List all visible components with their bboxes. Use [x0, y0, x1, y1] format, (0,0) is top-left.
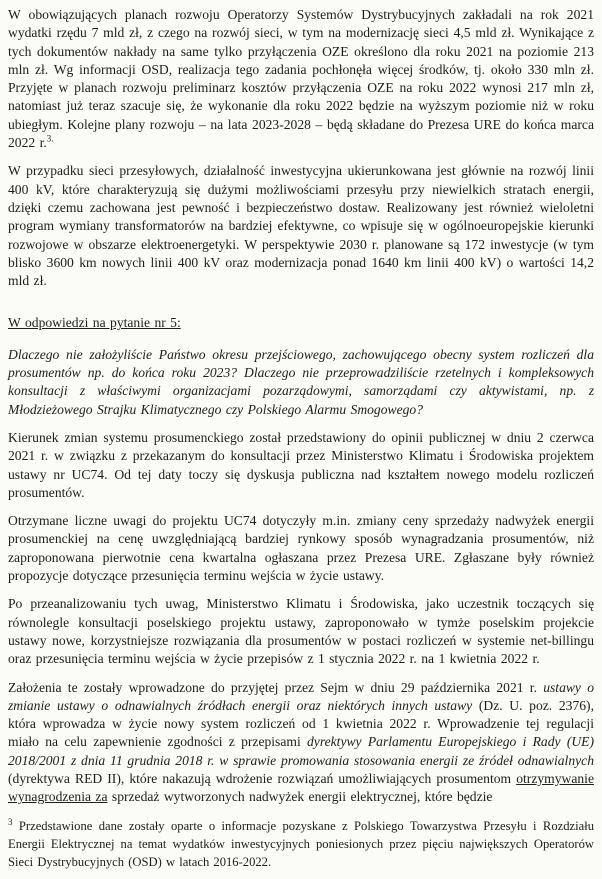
text-segment-underline: otrzymywanie wynagrodzenia za — [8, 770, 594, 805]
text-segment-sup: 3 — [8, 816, 13, 827]
paragraph-sejm-act — [8, 679, 594, 807]
text-segment-italic: ustawy o zmianie ustawy o odnawialnych źródłach energii oraz niektórych innych ustawy — [8, 679, 594, 713]
paragraph-transmission-networks: W przypadku sieci przesyłowych, działalność inwestycyjna ukierunkowana jest głównie na rozwój linii 400 kV, które charakteryzują się dużymi możliwościami przesyłu przy niewielkich stratach energii, dzięki czemu zachowana jest pewność i bezpieczeństwo dostaw. Realizowany jest również wieloletni program wymiany transformatorów na bardziej efektywne, co wpisuje się w ogólnoeuropejskie kierunki rozwojowe w obszarze elektroenergetyki. W perspektywie 2030 r. planowane są 172 inwestycje (w tym blisko 3600 km nowych linii 400 kV oraz modernizacja ponad 1640 km linii 400 kV) o wartości 14,2 mld zł. — [8, 163, 594, 289]
paragraph-distribution-investments — [8, 6, 594, 152]
text-segment-normal: (Dz. U. poz. 2376), która wprowadza w życie nowy system rozliczeń od 1 kwietnia 2022 r. Wprowadzenie tej regulacji miało na celu zapewnienie zgodności z przepisami — [8, 697, 594, 750]
text-segment-normal: W obowiązujących planach rozwoju Operatorzy Systemów Dystrybucyjnych zakładali na rok 2021 wydatki rzędu 7 mld zł, z czego na rozwój sieci, w tym na modernizację sieci 4,5 mld zł. Wynikające z tych dokumentów nakłady na same tylko przyłączenia OZE określono dla roku 2021 na poziomie 213 mln zł. Wg informacji OSD, realizacja tego zadania pochłonęła więcej środków, tj. około 330 mln zł. Przyjęte w planach rozwoju preliminarz kosztów przyłączenia OZE na roku 2022 wynosi 217 mln zł, natomiast już teraz szacuje się, że wykonanie dla roku 2022 będzie na wyższym poziomie niż w roku ubiegłym. Kolejne plany rozwoju – na lata 2023-2028 – będą składane do Prezesa URE do końca marca 2022 r. — [8, 7, 594, 151]
text-segment-normal: (dyrektywa RED II), które nakazują wdrożenie rozwiązań umożliwiających prosumentom — [8, 770, 517, 786]
text-segment-normal: Przedstawione dane zostały oparte o informacje pozyskane z Polskiego Towarzystwa Przesyłu i Rozdziału Energii Elektrycznej na temat wydatków inwestycyjnych poniesionych przez pięciu największych Operatorów Sieci Dystrybucyjnych (OSD) w latach 2016-2022. — [8, 818, 594, 869]
footnote-3 — [8, 817, 594, 871]
question-5-text: Dlaczego nie założyliście Państwo okresu przejściowego, zachowującego obecny system rozliczeń dla prosumentów np. do końca roku 2023? Dlaczego nie przeprowadziliście rzetelnych i kompleksowych konsultacji z właściwymi organizacjami pozarządowymi, samorządami czy aktywistami, np. z Młodzieżowego Strajku Klimatycznego czy Polskiego Alarmu Smogowego? — [8, 346, 594, 417]
paragraph-prosumer-direction: Kierunek zmian systemu prosumenckiego został przedstawiony do opinii publicznej w dniu 2 czerwca 2021 r. w związku z przekazanym do konsultacji przez Ministerstwo Klimatu i Środowiska projektem ustawy nr UC74. Od tej daty toczy się dyskusja publiczna nad kształtem nowego modelu rozliczeń prosumentów. — [8, 429, 594, 500]
answer-5-heading — [8, 314, 594, 332]
paragraph-uc74-comments: Otrzymane liczne uwagi do projektu UC74 dotyczyły m.in. zmiany ceny sprzedaży nadwyżek energii prosumenckiej na cenę uwzględniającą bardziej rynkowy sposób wynagradzania prosumentów, niż zaproponowana pierwotnie cena kwartalna ogłaszana przez Prezesa URE. Zgłaszane były również propozycje dotyczące przesunięcia terminu wejścia w życie ustawy. — [8, 513, 594, 584]
text-segment-italic: dyrektywy Parlamentu Europejskiego i Rady (UE) 2018/2001 z dnia 11 grudnia 2018 r. w sprawie promowania stosowania energii ze źródeł odnawialnych — [8, 734, 595, 768]
text-segment-sup: 3. — [46, 133, 54, 144]
text-segment-normal: sprzedaż wytworzonych nadwyżek energii elektrycznej, które będzie — [107, 789, 493, 805]
text-segment-normal: Założenia te zostały wprowadzone do przyjętej przez Sejm w dniu 29 października 2021 r. — [8, 679, 544, 695]
paragraph-ministry-proposal: Po przeanalizowaniu tych uwag, Ministerstwo Klimatu i Środowiska, jako uczestnik toczących się równolegle konsultacji poselskiego projektu ustawy, zaproponowało w tymże poselskim projekcie ustawy nowe, korzystniejsze rozwiązania dla prosumentów w postaci rozliczeń w systemie net-billingu oraz przesunięcia terminu wejścia w życie przepisów z 1 stycznia 2022 r. na 1 kwietnia 2022 r. — [8, 596, 594, 667]
answer-5-heading-text: W odpowiedzi na pytanie nr 5: — [8, 315, 181, 331]
